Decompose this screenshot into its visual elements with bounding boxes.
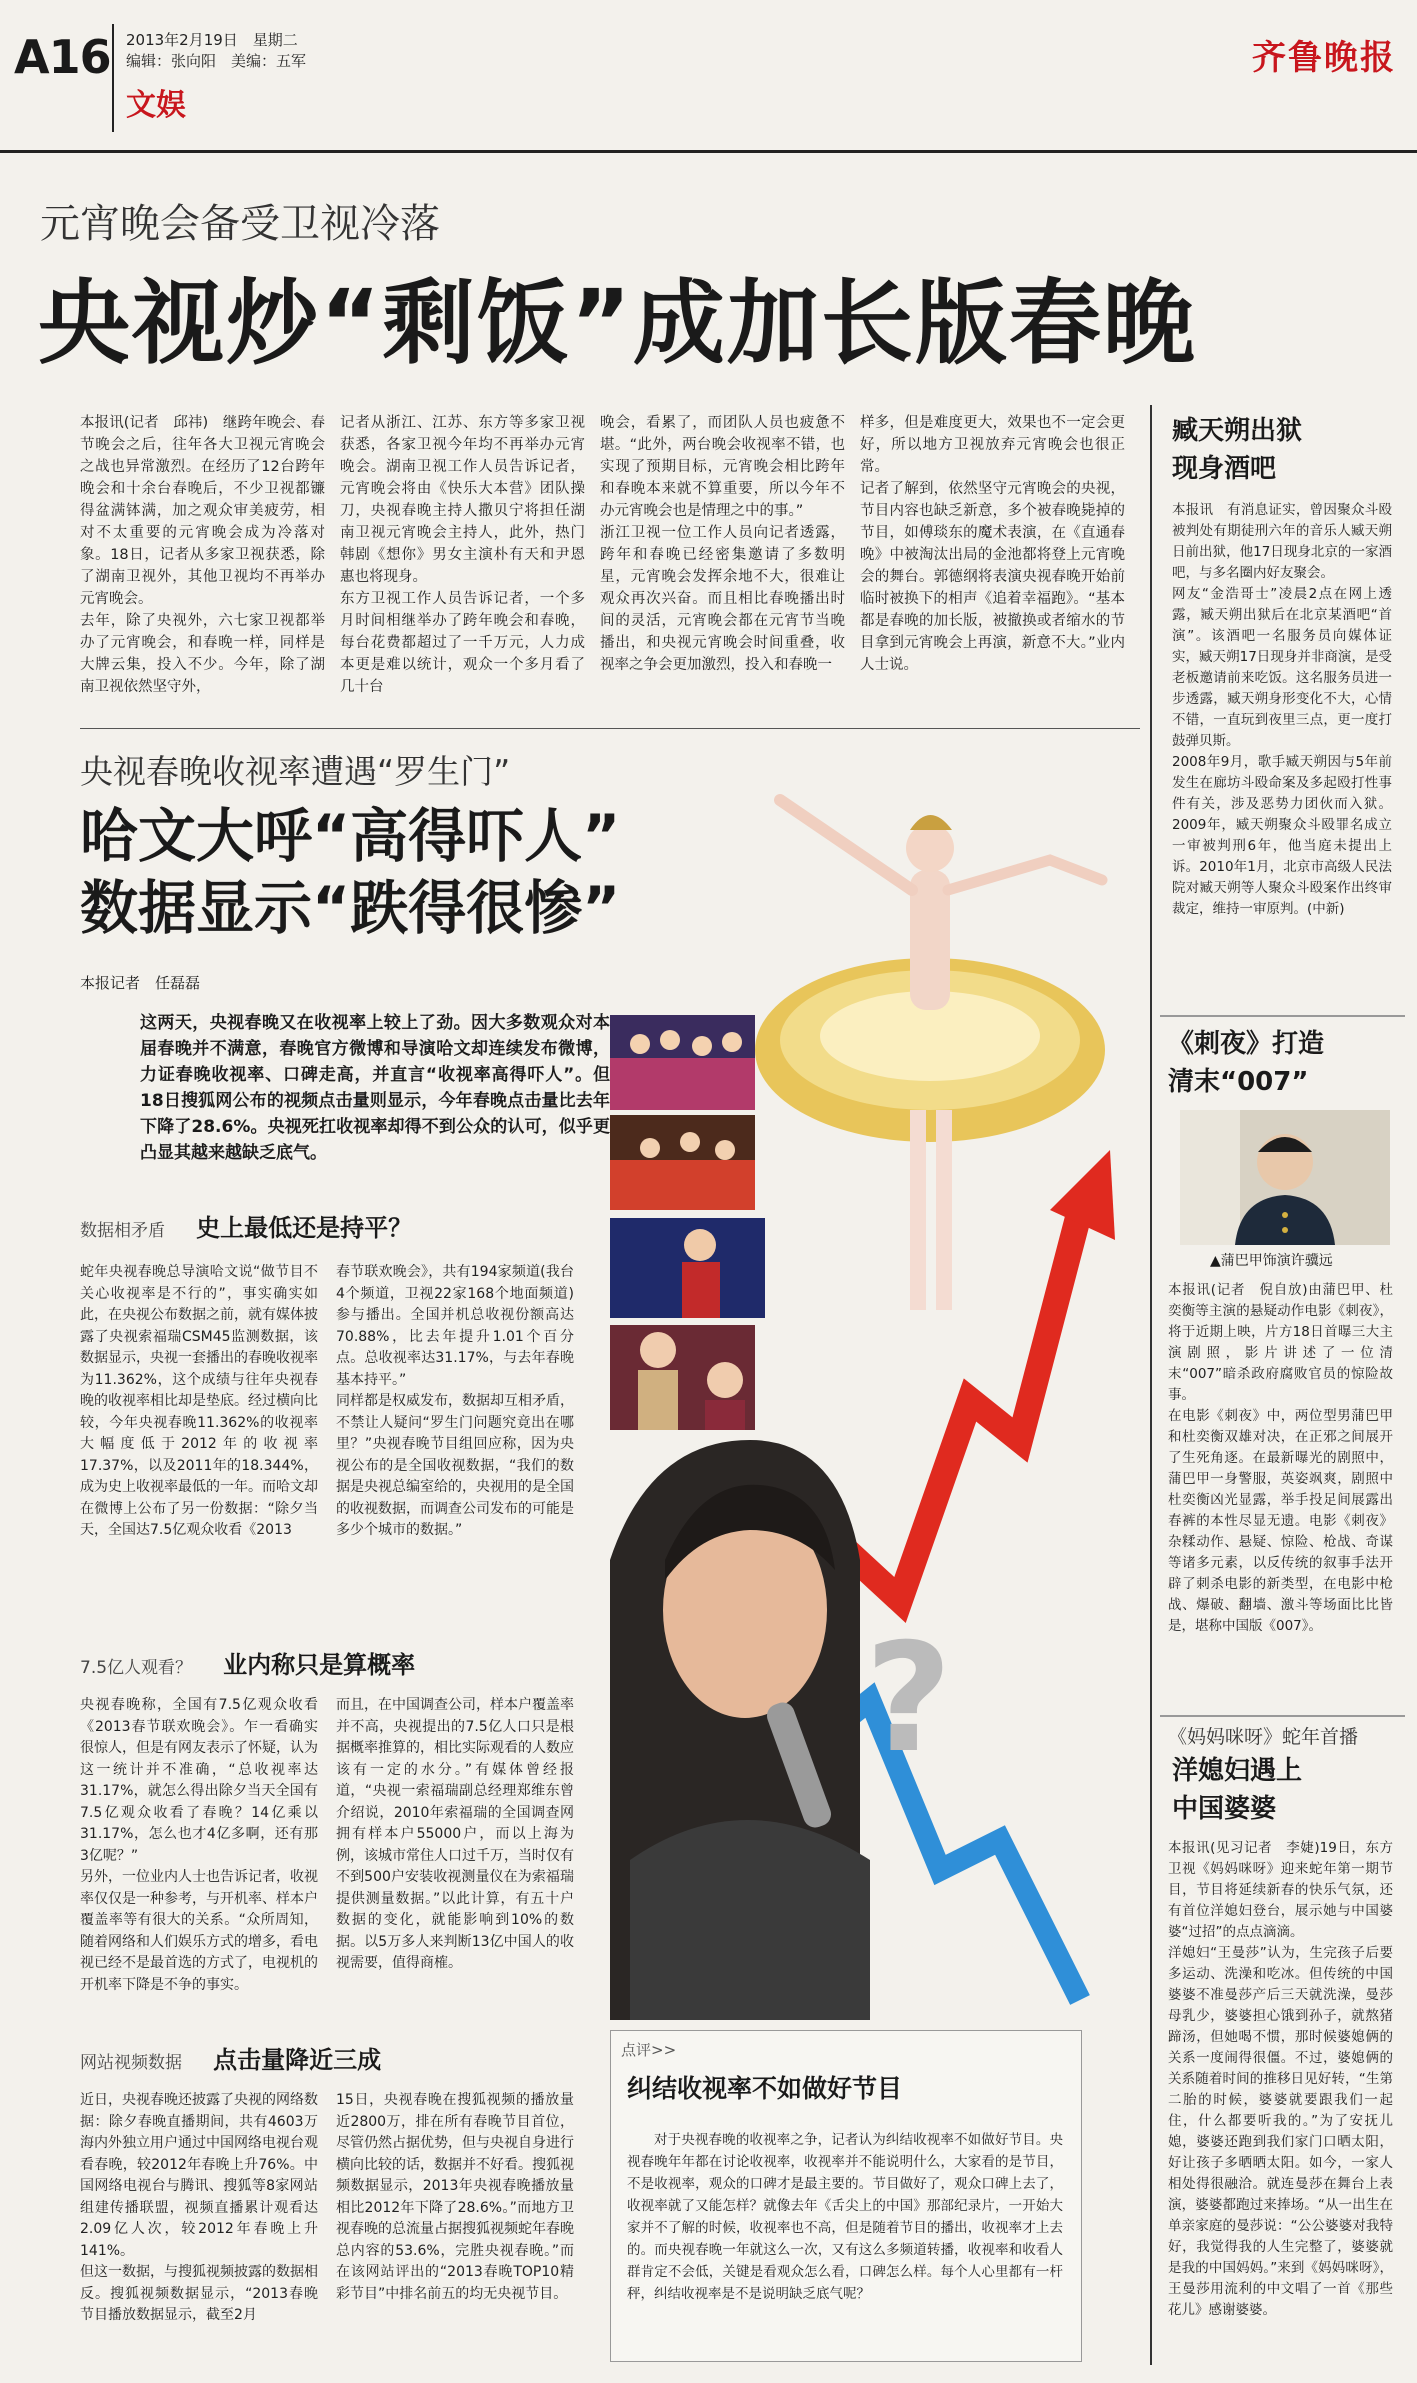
story1-col2: 记者从浙江、江苏、东方等多家卫视获悉，各家卫视今年均不再举办元宵晚会。湖南卫视工作人员告诉记者，元宵晚会将由《快乐大本营》团队操刀，央视春晚主持人撒贝宁将担任湖南卫视元宵晚会主持人，此外，热门韩剧《想你》男女主演朴有天和尹恩惠也将现身。 东方卫视工作人员告诉记者，一个多月时间相继举办了跨年晚会和春晚，每台花费都超过了一千万元，人力成本更是难以统计，观众一个多月看了几十台	[340, 415, 585, 695]
section-kicker: 网站视频数据	[80, 2053, 182, 2073]
section-header	[80, 1645, 415, 1680]
divider	[0, 150, 1417, 153]
masthead	[0, 0, 1417, 148]
photo-collage	[610, 740, 1145, 2020]
commentary-headline: 纠结收视率不如做好节目	[627, 2074, 903, 2103]
story1-col1: 本报讯(记者 邱祎) 继跨年晚会、春节晚会之后，往年各大卫视元宵晚会之战也异常激烈。在经历了12台跨年晚会和十余台春晚后，不少卫视都镰得盆满钵满，加之观众审美疲劳，相对不太重要的元宵晚会成为冷落对象。18日，记者从多家卫视获悉，除了湖南卫视外，其他卫视均不再举办元宵晚会。 去年，除了央视外，六七家卫视都举办了元宵晚会，和春晚一样，同样是大牌云集，投入不少。今年，除了湖南卫视依然坚守外，	[80, 415, 325, 695]
story1-col3: 晚会，看累了，而团队人员也疲惫不堪。“此外，两台晚会收视率不错，也实现了预期目标，元宵晚会相比跨年和春晚本来就不算重要，所以今年不办元宵晚会也是情理之中的事。” 浙江卫视一位工作人员向记者透露，跨年和春晚已经密集邀请了多数明星，元宵晚会发挥余地不大，很难让观众再次兴奋。而且相比春晚播出时间的灵活，元宵晚会都在元宵节当晚播出，和央视元宵晚会时间重叠，收视率之争会更加激烈，投入和春晚一	[600, 415, 845, 673]
issue-editors: 编辑：张向阳 美编：五军	[126, 52, 307, 70]
sidebar1-body: 本报讯 有消息证实，曾因聚众斗殴被判处有期徒刑六年的音乐人臧天朔日前出狱，他17日现身北京的一家酒吧，与多名圈内好友聚会。 网友“金浩哥士”凌晨2点在网上透露，臧天朔出狱后在北京某酒吧“首演”。该酒吧一名服务员向媒体证实，臧天朔17日现身并非商演，是受老板邀请前来吃饭。这名服务员进一步透露，臧天朔身形变化不大，心情不错，一直玩到夜里三点，更一度打鼓弹贝斯。 2008年9月，歌手臧天朔因与5年前发生在廊坊斗殴命案及多起殴打性事件有关，涉及恶势力团伙而入狱。2009年，臧天朔聚众斗殴罪名成立一审被判刑6年，他当庭未提出上诉。2010年1月，北京市高级人民法院对臧天朔等人聚众斗殴案作出终审裁定，维持一审原判。(中新)	[1172, 502, 1392, 917]
commentary-box	[610, 2030, 1082, 2362]
sidebar2-headline	[1168, 1025, 1398, 1101]
commentary-tag: 点评>>	[621, 2041, 677, 2059]
photo-caption: ▲蒲巴甲饰演许骥远	[1210, 1253, 1333, 1269]
stage-photo	[610, 1115, 755, 1210]
section-kicker: 数据相矛盾	[80, 1221, 165, 1241]
section-heading: 点击量降近三成	[213, 2046, 382, 2074]
sec2-col2: 而且，在中国调查公司，样本户覆盖率并不高，央视提出的7.5亿人口只是根据概率推算的，相比实际观看的人数应该有一定的水分。”有媒体曾经报道，“央视一索福瑞副总经理郑维东曾介绍说，2010年索福瑞的全国调查网拥有样本户55000户，而以上海为例，该城市常住人口过千万，当时仅有不到500户安装收视测量仪在为索福瑞提供测量数据。”以此计算，有五十户数据的变化，就能影响到10%的数据。以5万多人来判断13亿中国人的收视需要，值得商榷。	[336, 1697, 574, 1971]
story2-kicker: 央视春晚收视率遭遇“罗生门”	[80, 752, 511, 791]
sec3-col1: 近日，央视春晚还披露了央视的网络数据：除夕春晚直播期间，共有4603万海内外独立用户通过中国网络电视台观看春晚，较2012年春晚上升76%。中国网络电视台与腾讯、搜狐等8家网站组建传播联盟，视频直播累计观看达2.09亿人次，较2012年春晚上升141%。 但这一数据，与搜狐视频披露的数据相反。搜狐视频数据显示，“2013春晚节目播放数据显示，截至2月	[80, 2092, 318, 2323]
newspaper-logo: 齐鲁晚报	[1252, 38, 1396, 78]
sec3-col2: 15日，央视春晚在搜狐视频的播放量近2800万，排在所有春晚节目首位，尽管仍然占据优势，但与央视自身进行横向比较的话，数据并不好看。搜狐视频数据显示，2013年央视春晚播放量相比2012年下降了28.6%。”而地方卫视春晚的总流量占据搜狐视频蛇年春晚总内容的53.6%，完胜央视春晚。”而在该网站评出的“2013春晚TOP10精彩节目”中排名前五的均无央视节目。	[336, 2092, 574, 2302]
presenter-photo	[610, 1440, 870, 2020]
story1-headline: 央视炒“剩饭”成加长版春晚	[38, 270, 1197, 377]
sec2-col1: 央视春晚称，全国有7.5亿观众收看《2013春节联欢晚会》。乍一看确实很惊人，但是有网友表示了怀疑，认为这一统计并不准确，“总收视率达31.17%，就怎么得出除夕当天全国有7.5亿观众收看了春晚？14亿乘以31.17%，怎么也才4亿多啊，还有那3亿呢？” 另外，一位业内人士也告诉记者，收视率仅仅是一种参考，与开机率、样本户覆盖率等有很大的关系。“众所周知，随着网络和人们娱乐方式的增多，看电视已经不是最首选的方式了，电视机的开机率下降是不争的事实。	[80, 1697, 318, 1993]
story2-headline	[80, 800, 620, 944]
issue-date: 2013年2月19日 星期二	[126, 31, 298, 49]
comedy-photo	[610, 1325, 755, 1430]
sidebar1-headline: 臧天朔出狱 现身酒吧	[1172, 416, 1303, 484]
sidebar3-headline-line2: 中国婆婆	[1172, 1794, 1277, 1824]
divider	[1160, 1015, 1405, 1017]
story1-col4: 样多，但是难度更大，效果也不一定会更好，所以地方卫视放弃元宵晚会也很正常。 记者了解到，依然坚守元宵晚会的央视，节目内容也缺乏新意，多个被春晚毙掉的节目，如傅琰东的魔术表演，在《直通春晚》中被淘汰出局的金池都将登上元宵晚会的舞台。郭德纲将表演央视春晚开始前临时被换下的相声《追着幸福跑》。“基本都是春晚的加长版，被撤换或者缩水的节目拿到元宵晚会上再演，新意不大。”业内人士说。	[860, 415, 1125, 673]
section-name: 文娱	[126, 88, 186, 123]
story2-byline: 本报记者 任磊磊	[80, 974, 201, 992]
magician-photo	[610, 1218, 765, 1318]
sidebar3-kicker: 《妈妈咪呀》蛇年首播	[1168, 1726, 1359, 1748]
sidebar3-headline-line1: 洋媳妇遇上	[1172, 1756, 1303, 1786]
section-header	[80, 1208, 412, 1243]
ballerina-photo	[755, 800, 1105, 1310]
section-heading: 业内称只是算概率	[223, 1651, 416, 1679]
story1-kicker: 元宵晚会备受卫视冷落	[40, 201, 440, 247]
question-mark-graphic: ?	[865, 1612, 953, 1786]
section-heading: 史上最低还是持平？	[196, 1214, 413, 1242]
stage-photo	[610, 1015, 755, 1110]
page-number: A16	[14, 30, 111, 84]
sidebar2-headline-line2: 清末“007”	[1168, 1067, 1309, 1097]
sec1-col2: 春节联欢晚会》，共有194家频道(我台4个频道，卫视22家168个地面频道)参与播出。全国并机总收视份额高达70.88%，比去年提升1.01个百分点。总收视率达31.17%，与去年春晚基本持平。” 同样都是权威发布，数据却互相矛盾，不禁让人疑问“罗生门问题究竟出在哪里？”央视春晚节目组回应称，因为央视公布的是全国收视数据，“我们的数据是央视总编室给的，央视用的是全国的收视数据，而调查公司发布的可能是多少个城市的数据。”	[336, 1264, 574, 1538]
story2-headline-line2: 数据显示“跌得很惨”	[80, 874, 621, 942]
sidebar2-body: 本报讯(记者 倪自放)由蒲巴甲、杜奕衡等主演的悬疑动作电影《刺夜》，将于近期上映，片方18日首曝三大主演剧照，影片讲述了一位清末“007”暗杀政府腐败官员的惊险故事。 在电影《刺夜》中，两位型男蒲巴甲和杜奕衡双雄对决，在正邪之间展开了生死角逐。在最新曝光的剧照中，蒲巴甲一身警服，英姿飒爽，剧照中杜奕衡凶光显露，举手投足间展露出春裤的本性尽显无遗。电影《刺夜》杂糅动作、悬疑、惊险、枪战、奇谋等诸多元素，以反传统的叙事手法开辟了刺杀电影的新类型，在电影中枪战、爆破、翻墙、激斗等场面比比皆是，堪称中国版《007》。	[1168, 1282, 1393, 1634]
sidebar2-headline-line1: 《刺夜》打造	[1168, 1029, 1325, 1059]
commentary-body: 对于央视春晚的收视率之争，记者认为纠结收视率不如做好节目。央视春晚年年都在讨论收视率，收视率并不能说明什么，大家看的是节目，不是收视率，观众的口碑才是最主要的。节目做好了，观众口碑上去了，收视率就了又能怎样？就像去年《舌尖上的中国》那部纪录片，一开始大家并不了解的时候，收视率也不高，但是随着节目的播出，收视率才上去的。而央视春晚一年就这么一次，又有这么多频道转播，收视率和收看人群肯定不会低，关键是看观众怎么看，口碑怎么样。每个人心里都有一杆秤，纠结收视率是不是说明缺乏底气呢？	[627, 2132, 1063, 2302]
section-header	[80, 2040, 381, 2075]
divider	[80, 728, 1140, 729]
sidebar3-body: 本报讯(见习记者 李婕)19日，东方卫视《妈妈咪呀》迎来蛇年第一期节目，节目将延续新春的快乐气氛，还有首位洋媳妇登台，展示她与中国婆婆“过招”的点点滴滴。 洋媳妇“王曼莎”认为，生完孩子后要多运动、洗澡和吃冰。但传统的中国婆婆不准曼莎产后三天就洗澡，曼莎母乳少，婆婆担心饿到孙子，就熬猪蹄汤，但她喝不惯，那时候婆媳俩的关系一度闹得很僵。不过，婆媳俩的关系随着时间的推移日见好转，“生第二胎的时候，婆婆就要跟我们一起住，什么都要听我的。”为了安抚儿媳，婆婆还跑到我们家门口晒太阳，好让孩子多晒晒太阳。如今，一家人相处得很融洽。就连曼莎在舞台上表演，婆婆都跑过来捧场。“从一出生在单亲家庭的曼莎说：“公公婆婆对我特好，我觉得我的人生完整了，婆婆就是我的中国妈妈。”来到《妈妈咪呀》，王曼莎用流利的中文唱了一首《那些花儿》感谢婆婆。	[1168, 1840, 1393, 2318]
story2-lead: 这两天，央视春晚又在收视率上较上了劲。因大多数观众对本届春晚并不满意，春晚官方微博和导演哈文却连续发布微博，力证春晚收视率、口碑走高，并直言“收视率高得吓人”。但18日搜狐网公布的视频点击量则显示，今年春晚点击量比去年下降了28.6%。央视死扛收视率却得不到公众的认可，似乎更凸显其越来越缺乏底气。	[140, 1013, 610, 1163]
section-kicker: 7.5亿人观看？	[80, 1658, 193, 1678]
actor-photo	[1180, 1110, 1390, 1245]
divider	[1160, 1715, 1405, 1717]
story2-headline-line1: 哈文大呼“高得吓人”	[80, 802, 621, 870]
divider	[112, 24, 114, 132]
sec1-col1: 蛇年央视春晚总导演哈文说“做节目不关心收视率是不行的”，事实确实如此，在央视公布数据之前，就有媒体披露了央视索福瑞CSM45监测数据，该数据显示，央视一套播出的春晚收视率为11.362%，这个成绩与往年央视春晚的收视率相比却是垫底。经过横向比较，今年央视春晚11.362%的收视率大幅度低于2012年的收视率17.37%，以及2011年的18.344%，成为史上收视率最低的一年。而哈文却在微博上公布了另一份数据：“除夕当天，全国达7.5亿观众收看《2013	[80, 1264, 318, 1538]
divider	[1150, 405, 1152, 2365]
issue-meta	[126, 30, 306, 72]
sidebar3-headline	[1172, 1752, 1397, 1828]
